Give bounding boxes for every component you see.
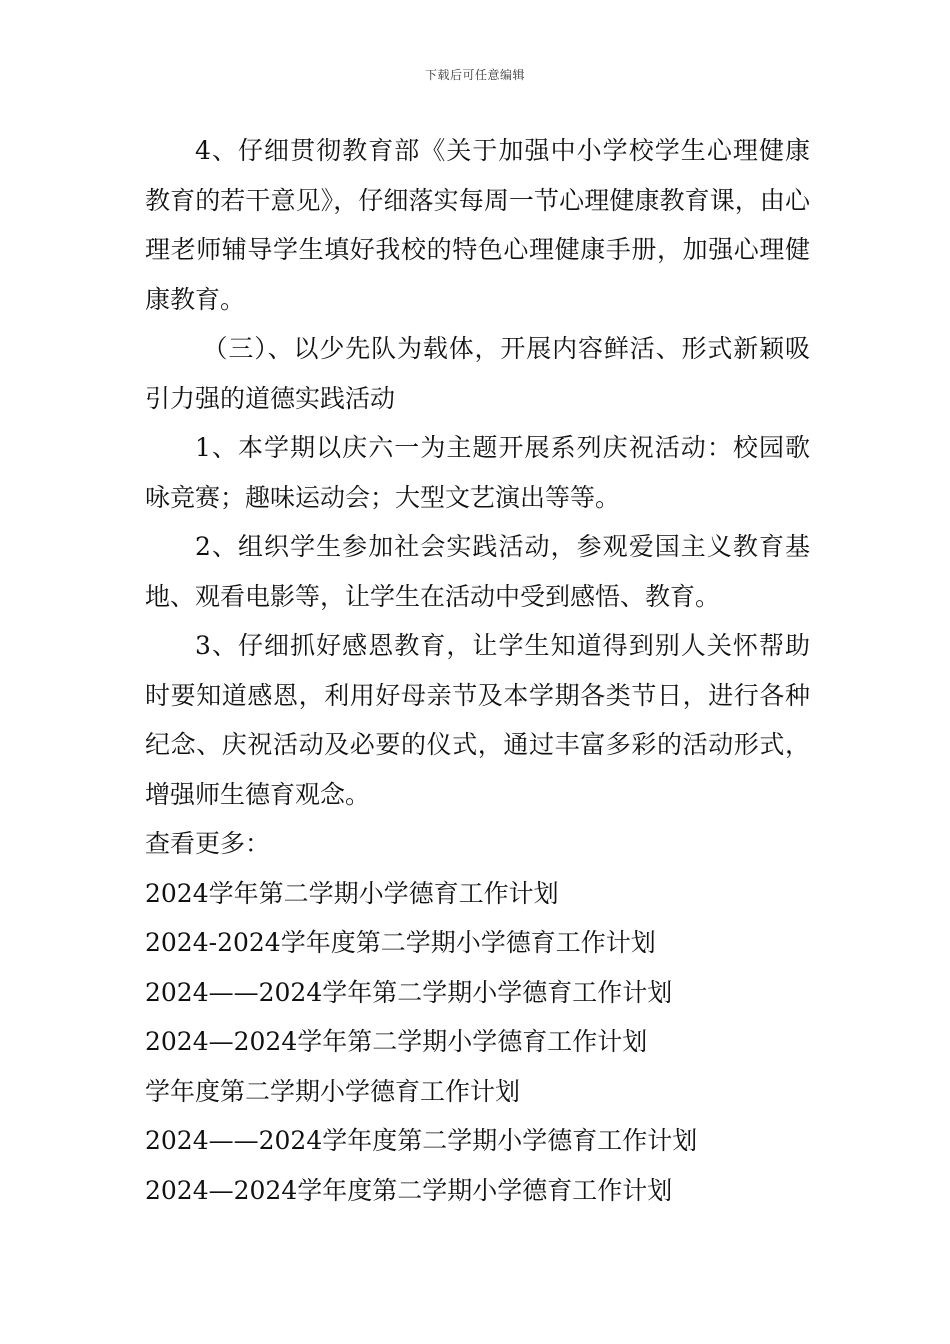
related-links-list [145,869,810,1216]
header-note: 下载后可任意编辑 [424,68,525,82]
document-body [145,126,810,1215]
related-link[interactable]: 2024-2024学年度第二学期小学德育工作计划 [145,928,656,957]
related-link[interactable]: 2024——2024学年度第二学期小学德育工作计划 [145,1126,698,1155]
section-heading-3: （三）、以少先队为载体，开展内容鲜活、形式新颖吸引力强的道德实践活动 [145,334,810,413]
paragraph-gratitude: 3、仔细抓好感恩教育，让学生知道得到别人关怀帮助时要知道感恩，利用好母亲节及本学期各类节日，进行各种纪念、庆祝活动及必要的仪式，通过丰富多彩的活动形式，增强师生德育观念。 [145,631,810,809]
paragraph-mental-health: 4、仔细贯彻教育部《关于加强中小学校学生心理健康教育的若干意见》，仔细落实每周一节心理健康教育课，由心理老师辅导学生填好我校的特色心理健康手册，加强心理健康教育。 [145,136,810,314]
paragraph-social-practice: 2、组织学生参加社会实践活动，参观爱国主义教育基地、观看电影等，让学生在活动中受到感悟、教育。 [145,532,810,611]
related-link[interactable]: 2024—2024学年第二学期小学德育工作计划 [145,1027,648,1056]
see-more-title: 查看更多： [145,829,271,858]
related-link[interactable]: 2024——2024学年第二学期小学德育工作计划 [145,977,673,1007]
related-link[interactable]: 2024—2024学年度第二学期小学德育工作计划 [145,1175,673,1205]
related-link[interactable]: 2024学年第二学期小学德育工作计划 [145,878,559,908]
related-link[interactable]: 学年度第二学期小学德育工作计划 [145,1076,521,1106]
paragraph-children-day: 1、本学期以庆六一为主题开展系列庆祝活动：校园歌咏竞赛；趣味运动会；大型文艺演出等等。 [145,433,810,512]
